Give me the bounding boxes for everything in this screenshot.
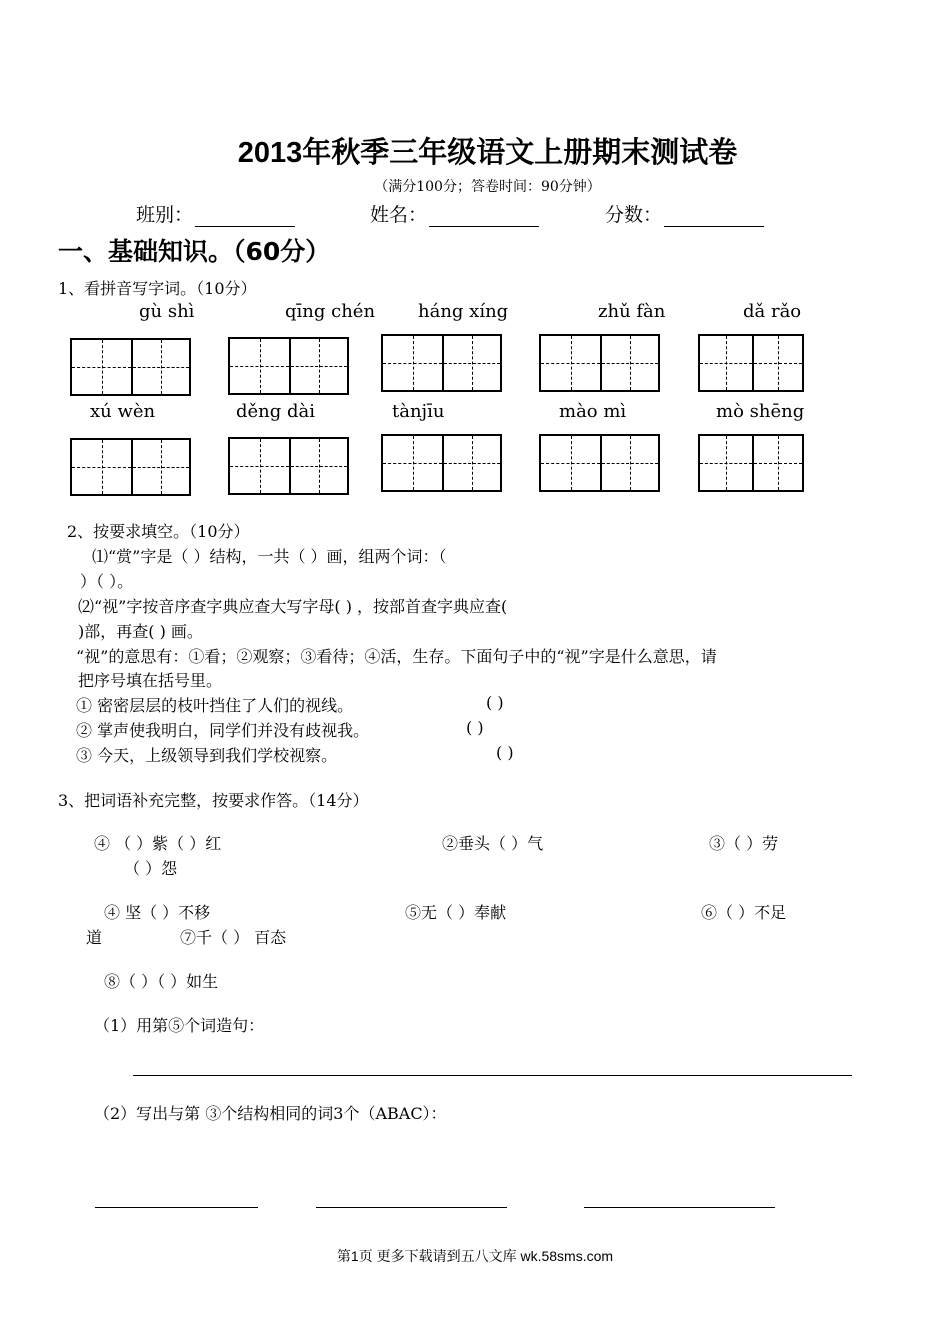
class-label: 班别：: [136, 204, 194, 226]
writing-grid[interactable]: [381, 434, 502, 492]
exam-info: （满分100分；答卷时间：90分钟）: [374, 179, 601, 195]
q3-sub1: （1）用第⑤个词造句：: [94, 1016, 265, 1035]
pinyin: dǎ rǎo: [743, 301, 802, 322]
writing-grid[interactable]: [70, 338, 191, 396]
answer-line[interactable]: [95, 1207, 258, 1208]
writing-grid[interactable]: [228, 437, 349, 495]
pinyin: mò shēng: [716, 401, 805, 422]
q3-item: ②垂头（ ）气: [442, 834, 544, 853]
writing-grid[interactable]: [381, 334, 502, 392]
score-blank[interactable]: [664, 208, 764, 227]
q2-line: ）（ ）。: [80, 572, 134, 591]
q3-sub2: （2）写出与第 ③个结构相同的词3个（ABAC）：: [94, 1104, 447, 1123]
answer-line[interactable]: [584, 1207, 775, 1208]
pinyin: xú wèn: [90, 401, 156, 422]
writing-grid[interactable]: [70, 438, 191, 496]
score-field[interactable]: [605, 200, 764, 227]
q3-title: 3、把词语补充完整，按要求作答。（14分）: [58, 791, 369, 810]
q2-sentence: ① 密密层层的枝叶挡住了人们的视线。: [76, 696, 354, 715]
answer-line[interactable]: [133, 1075, 852, 1076]
section-heading: 一、基础知识。（60分）: [58, 237, 331, 266]
q3-item: ⑤无（ ）奉献: [405, 903, 507, 922]
q2-sentence: ② 掌声使我明白，同学们并没有歧视我。: [76, 721, 370, 740]
writing-grid[interactable]: [539, 434, 660, 492]
q2-title: 2、按要求填空。（10分）: [67, 522, 250, 541]
q2-line: “视”的意思有：①看；②观察；③看待；④活，生存。下面句子中的“视”字是什么意思，请: [76, 647, 717, 666]
class-blank[interactable]: [195, 208, 295, 227]
q2-line: ⑵“视”字按音序查字典应查大写字母( ) ，按部首查字典应查(: [78, 597, 508, 616]
class-field[interactable]: [136, 200, 295, 227]
pinyin: mào mì: [559, 401, 627, 422]
pinyin: qīng chén: [285, 301, 376, 322]
answer-line[interactable]: [316, 1207, 507, 1208]
page-footer: 第1页 更多下载请到五八文库 wk.58sms.com: [336, 1248, 614, 1264]
q3-item: （ ）怨: [124, 859, 178, 878]
answer-blank[interactable]: ( ): [496, 743, 514, 762]
name-label: 姓名：: [370, 204, 428, 226]
writing-grid[interactable]: [698, 334, 804, 392]
pinyin: gù shì: [139, 301, 195, 322]
answer-blank[interactable]: ( ): [486, 693, 504, 712]
writing-grid[interactable]: [698, 434, 804, 492]
page-title: 2013年秋季三年级语文上册期末测试卷: [237, 137, 738, 169]
q2-line: 把序号填在括号里。: [78, 671, 223, 690]
q3-item: ⑦千（ ） 百态: [180, 928, 287, 947]
pinyin: háng xíng: [418, 301, 509, 322]
q3-item: ⑥（ ）不足: [701, 903, 787, 922]
q1-title: 1、看拼音写字词。（10分）: [58, 279, 257, 298]
q3-item: ③（ ）劳: [709, 834, 779, 853]
writing-grid[interactable]: [228, 337, 349, 395]
name-field[interactable]: [370, 200, 539, 227]
q2-sentence: ③ 今天，上级领导到我们学校视察。: [76, 746, 338, 765]
q2-line: ⑴“赏”字是（ ）结构，一共（ ）画，组两个词：（: [92, 547, 447, 566]
score-label: 分数：: [605, 204, 663, 226]
writing-grid[interactable]: [539, 334, 660, 392]
pinyin: zhǔ fàn: [598, 301, 666, 322]
q3-item: ④ （ ）紫（ ）红: [94, 834, 222, 853]
q3-item: ④ 坚（ ）不移: [104, 903, 211, 922]
pinyin: děng dài: [236, 401, 316, 422]
q3-item: 道: [86, 928, 103, 947]
pinyin: tànjīu: [392, 401, 445, 422]
name-blank[interactable]: [429, 208, 539, 227]
q3-item: ⑧（ ）（ ）如生: [104, 972, 219, 991]
answer-blank[interactable]: ( ): [466, 718, 484, 737]
q2-line: )部，再查( ) 画。: [78, 622, 203, 641]
